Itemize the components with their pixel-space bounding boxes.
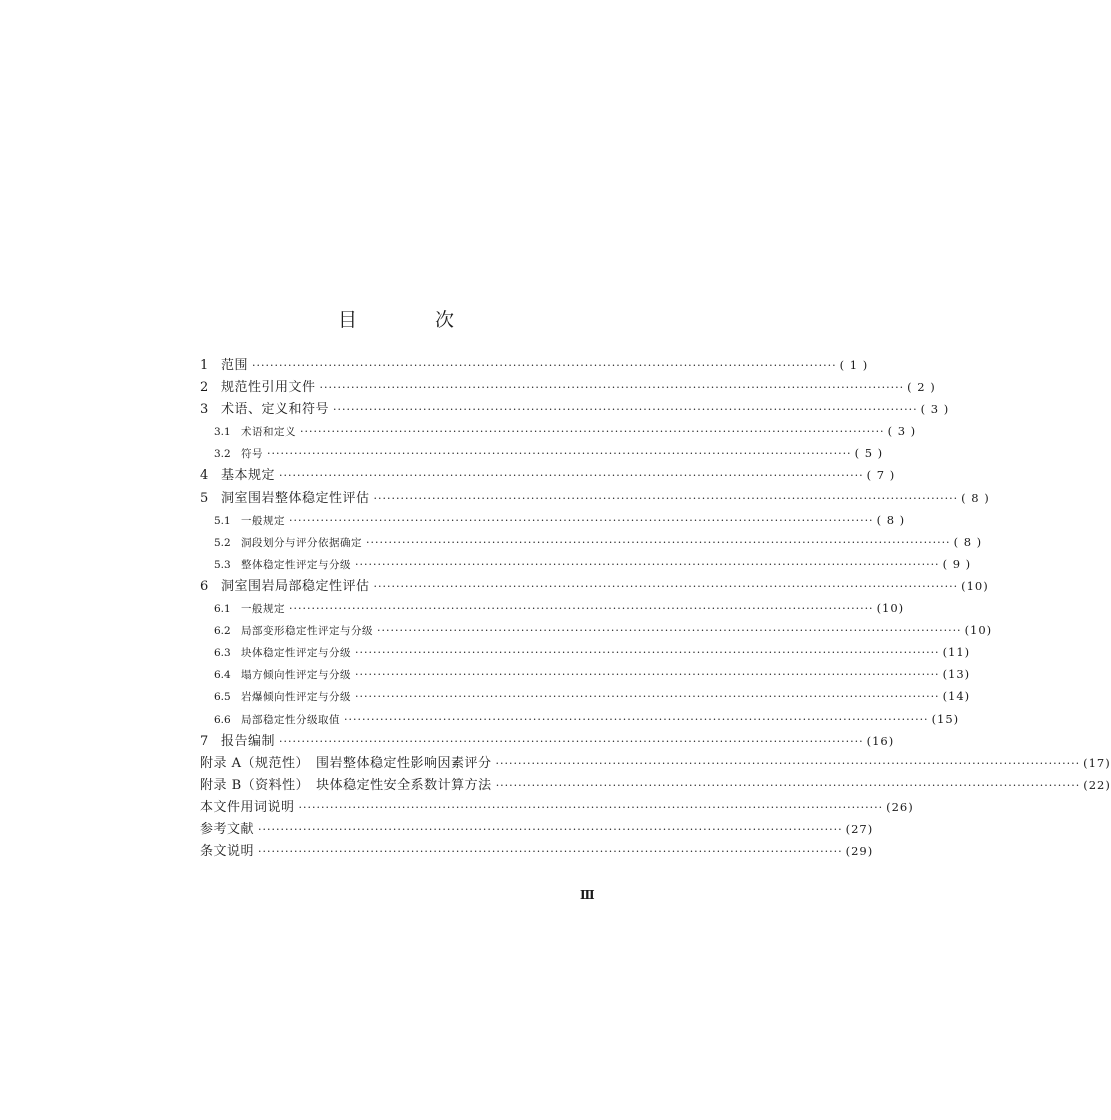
page-title: 目 次 [337,309,491,331]
toc-entry[interactable] [200,531,983,553]
toc-entry-number: 5.2 [214,536,231,549]
toc-entry-number: 7 [200,733,209,749]
toc-entry-number: 3.2 [214,448,231,461]
toc-entry-page: ( 2 ) [907,380,936,395]
toc-entry-number: 4 [200,468,209,484]
toc-entry-page: (10) [876,601,905,616]
toc-entry-number: 6 [200,578,209,594]
dot-leader: ·································································································································· [279,734,864,748]
toc-entry-page: ( 8 ) [953,534,983,549]
toc-entry-label: 局部稳定性分级取值 [241,713,340,726]
toc-entry-label: 范围 [221,358,249,373]
dot-leader: ·································································································································· [267,447,852,461]
toc-entry[interactable] [200,509,906,531]
dot-leader: ·································································································································· [373,491,959,505]
toc-entry[interactable] [200,730,895,752]
dot-leader: ·································································································································· [355,646,940,660]
toc-entry-label: 术语、定义和符号 [221,402,330,418]
toc-entry-label: 基本规定 [221,468,276,484]
toc-entry-page: (22) [1083,777,1111,792]
toc-entry-page: (14) [942,689,971,704]
toc-entry-number: 6.2 [214,625,231,638]
dot-leader: ·································································································································· [355,557,940,571]
dot-leader: ·································································································································· [495,778,1081,792]
toc-entry[interactable] [200,818,874,840]
toc-entry-page: (10) [961,578,989,593]
toc-entry-label: 洞室围岩局部稳定性评估 [221,578,370,594]
toc-entry[interactable] [200,663,971,685]
toc-entry-label: 附录 A（规范性） 围岩整体稳定性影响因素评分 [200,755,492,771]
toc-entry-page: ( 7 ) [866,468,896,483]
toc-entry-page: (13) [942,667,971,682]
toc-entry-number: 3.1 [214,426,231,439]
toc-entry-label: 本文件用词说明 [200,799,295,815]
toc-entry[interactable] [200,619,993,641]
toc-entry-number: 1 [200,358,209,373]
toc-entry-label: 整体稳定性评定与分级 [241,558,351,571]
toc-entry-label: 符号 [241,448,263,461]
dot-leader: ·································································································································· [300,425,885,439]
toc-entry-page: ( 5 ) [854,446,884,461]
toc-entry-label: 附录 B（资料性） 块体稳定性安全系数计算方法 [200,777,492,793]
toc-entry-number: 5.3 [214,558,231,571]
toc-entry-number: 6.1 [214,603,231,616]
toc-entry[interactable] [200,575,989,597]
toc-entry-label: 术语和定义 [241,426,296,439]
toc-entry-label: 洞段划分与评分依据确定 [241,536,362,549]
toc-entry-page: ( 1 ) [839,358,869,372]
dot-leader: ·································································································································· [289,602,874,616]
toc-entry-page: ( 3 ) [887,424,917,439]
dot-leader: ·································································································································· [252,359,837,372]
toc-entry-label: 报告编制 [221,733,276,749]
toc-entry-page: (16) [866,733,895,748]
toc-entry-page: ( 9 ) [942,556,972,571]
dot-leader: ·································································································································· [279,469,864,483]
dot-leader: ·································································································································· [298,800,884,814]
page-number: Ⅲ [580,888,594,902]
toc-entry[interactable] [200,774,1111,796]
toc-entry-label: 洞室围岩整体稳定性评估 [221,490,370,506]
toc-entry-page: (29) [845,844,874,859]
dot-leader: ·································································································································· [258,845,843,859]
toc-entry[interactable] [200,442,884,464]
toc-entry-label: 块体稳定性评定与分级 [241,647,351,660]
toc-entry-label: 塌方倾向性评定与分级 [241,669,351,682]
toc-entry-page: ( 3 ) [920,402,950,417]
dot-leader: ·································································································································· [258,822,843,836]
dot-leader: ·································································································································· [366,535,951,549]
toc-entry-label: 参考文献 [200,821,255,837]
toc-entry-label: 规范性引用文件 [221,380,316,396]
toc-entry-page: (27) [845,821,874,836]
dot-leader: ·································································································································· [333,403,918,417]
table-of-contents [200,354,1111,862]
toc-entry-number: 6.3 [214,647,231,660]
toc-entry-number: 6.5 [214,691,231,704]
toc-entry-page: (11) [942,645,971,660]
toc-entry-label: 一般规定 [241,603,285,616]
toc-entry-label: 一般规定 [241,514,285,527]
toc-entry[interactable] [200,685,971,707]
toc-entry[interactable] [200,553,972,575]
toc-entry[interactable] [200,376,936,398]
dot-leader: ·································································································································· [355,690,940,704]
toc-entry-number: 3 [200,402,209,418]
dot-leader: ·································································································································· [377,624,962,638]
toc-entry[interactable] [200,752,1111,774]
toc-entry[interactable] [200,708,960,730]
dot-leader: ·································································································································· [319,381,905,395]
toc-entry[interactable] [200,420,917,442]
toc-entry[interactable] [200,398,950,420]
toc-entry[interactable] [200,840,874,862]
dot-leader: ·································································································································· [355,668,940,682]
toc-entry-page: (10) [964,623,993,638]
toc-entry-number: 5.1 [214,514,231,527]
toc-entry-page: (26) [886,799,914,814]
toc-entry-page: ( 8 ) [876,512,906,527]
toc-entry-number: 5 [200,490,209,506]
toc-entry-number: 6.6 [214,713,231,726]
dot-leader: ·································································································································· [495,756,1081,770]
toc-entry-number: 2 [200,380,209,396]
toc-entry[interactable] [200,487,990,509]
dot-leader: ·································································································································· [344,712,929,726]
toc-entry-number: 6.4 [214,669,231,682]
toc-entry[interactable] [200,464,896,486]
toc-entry-label: 局部变形稳定性评定与分级 [241,625,373,638]
toc-entry[interactable] [200,354,869,376]
dot-leader: ·································································································································· [373,579,959,593]
dot-leader: ·································································································································· [289,513,874,527]
toc-entry-page: (17) [1083,755,1111,770]
toc-entry-label: 岩爆倾向性评定与分级 [241,691,351,704]
toc-entry-page: (15) [931,711,960,726]
toc-entry[interactable] [200,796,914,818]
toc-entry-page: ( 8 ) [961,490,990,505]
toc-entry[interactable] [200,597,905,619]
toc-entry-label: 条文说明 [200,844,255,860]
toc-entry[interactable] [200,641,971,663]
